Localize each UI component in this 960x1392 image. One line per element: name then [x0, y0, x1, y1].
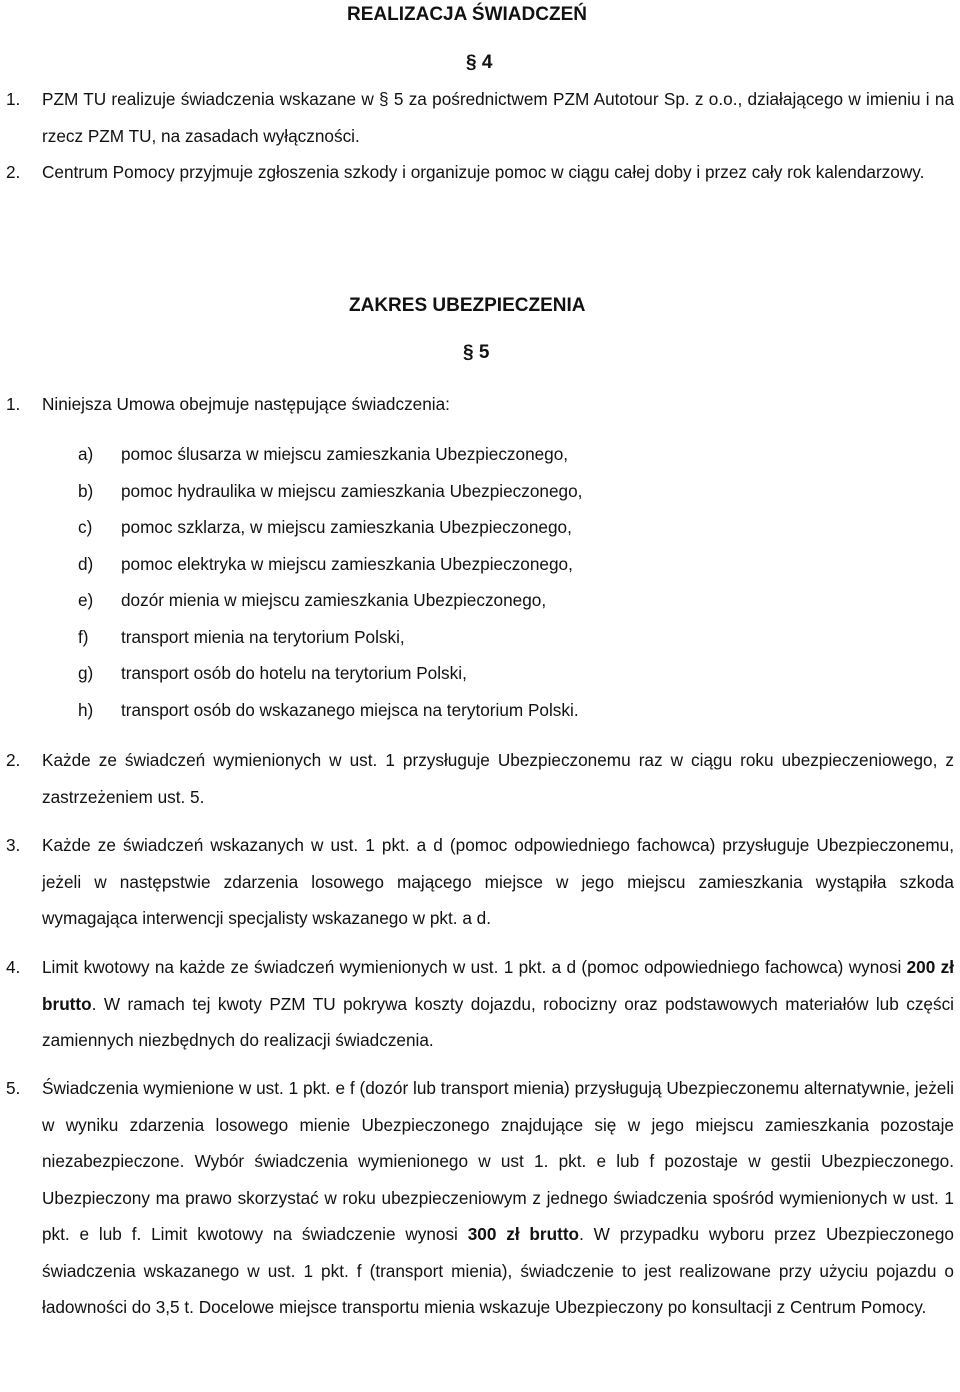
s5-p4-text: [42, 949, 954, 1059]
s5-p1-text: Niniejsza Umowa obejmuje następujące świadczenia:: [42, 394, 450, 414]
s5-p5-text-before: Świadczenia wymienione w ust. 1 pkt. e f (dozór lub transport mienia) przysługują Ubezpieczonemu alternatywnie, jeżeli w wyniku zdarzenia losowego mienie Ubezpieczonego znajdujące się w jego miejscu zamieszkania pozostaje niezabezpieczone. Wybór świadczenia wymienionego w ust 1. pkt. e lub f pozostaje w gestii Ubezpieczonego. Ubezpieczony ma prawo skorzystać w roku ubezpieczeniowym z jednego świadczenia spośród wymienionych w ust. 1 pkt. e lub f. Limit kwotowy na świadczenie wynosi: [42, 1078, 954, 1244]
s5-p5-text-after: . W przypadku wyboru przez Ubezpieczonego świadczenia wskazanego w ust. 1 pkt. f (transport mienia), świadczenie to jest realizowane przy użyciu pojazdu o ładowności do 3,5 t. Docelowe miejsce transportu mienia wskazuje Ubezpieczony po konsultacji z Centrum Pomocy.: [42, 1224, 954, 1317]
scope-heading: ZAKRES UBEZPIECZENIA: [349, 295, 586, 316]
list-item-label: a): [78, 444, 94, 464]
list-item: transport mienia na terytorium Polski,: [121, 627, 405, 647]
s5-p5-amount: 300 zł brutto: [467, 1224, 580, 1244]
list-item-label: c): [78, 517, 93, 537]
list-item: pomoc ślusarza w miejscu zamieszkania Ubezpieczonego,: [121, 444, 569, 464]
page-title: REALIZACJA ŚWIADCZEŃ: [347, 4, 587, 25]
list-item: pomoc szklarza, w miejscu zamieszkania Ubezpieczonego,: [121, 517, 572, 537]
s5-p3-text: Każde ze świadczeń wskazanych w ust. 1 pkt. a d (pomoc odpowiedniego fachowca) przysługuje Ubezpieczonemu, jeżeli w następstwie zdarzenia losowego mającego miejsce w jego miejscu zamieszkania wystąpiła szkoda wymagająca interwencji specjalisty wskazanego w pkt. a d.: [42, 835, 954, 928]
list-item-label: f): [78, 627, 89, 647]
list-item-label: e): [78, 590, 94, 610]
section-5-mark: § 5: [463, 342, 490, 363]
list-item: dozór mienia w miejscu zamieszkania Ubezpieczonego,: [121, 590, 547, 610]
s5-p4-text-before: Limit kwotowy na każde ze świadczeń wymienionych w ust. 1 pkt. a d (pomoc odpowiedniego fachowca) wynosi: [42, 957, 907, 977]
list-item-label: h): [78, 700, 94, 720]
s5-p2-number: 2.: [6, 750, 21, 770]
list-item: transport osób do hotelu na terytorium Polski,: [121, 663, 467, 683]
s4-item-2-number: 2.: [6, 162, 21, 182]
s5-p4-amount: 200 zł brutto: [42, 957, 954, 1014]
s4-item-1-text: PZM TU realizuje świadczenia wskazane w § 5 za pośrednictwem PZM Autotour Sp. z o.o., działającego w imieniu i na rzecz PZM TU, na zasadach wyłączności.: [42, 89, 954, 146]
list-item-label: b): [78, 481, 94, 501]
s5-p1-number: 1.: [6, 394, 21, 414]
s4-item-2-text: Centrum Pomocy przyjmuje zgłoszenia szkody i organizuje pomoc w ciągu całej doby i przez cały rok kalendarzowy.: [42, 162, 925, 182]
list-item-label: d): [78, 554, 94, 574]
s5-p5-number: 5.: [6, 1078, 21, 1098]
s5-p5-text: [42, 1070, 954, 1326]
s5-p3-number: 3.: [6, 835, 21, 855]
s4-item-1-number: 1.: [6, 89, 21, 109]
s5-p4-text-after: . W ramach tej kwoty PZM TU pokrywa koszty dojazdu, robocizny oraz podstawowych materiałów lub części zamiennych niezbędnych do realizacji świadczenia.: [42, 993, 954, 1050]
list-item: transport osób do wskazanego miejsca na terytorium Polski.: [121, 700, 579, 720]
list-item: pomoc elektryka w miejscu zamieszkania Ubezpieczonego,: [121, 554, 573, 574]
s5-p4-number: 4.: [6, 957, 21, 977]
list-item: pomoc hydraulika w miejscu zamieszkania Ubezpieczonego,: [121, 481, 583, 501]
s5-p2-text: Każde ze świadczeń wymienionych w ust. 1 przysługuje Ubezpieczonemu raz w ciągu roku ubezpieczeniowego, z zastrzeżeniem ust. 5.: [42, 750, 954, 807]
section-4-mark: § 4: [466, 52, 493, 73]
list-item-label: g): [78, 663, 94, 683]
